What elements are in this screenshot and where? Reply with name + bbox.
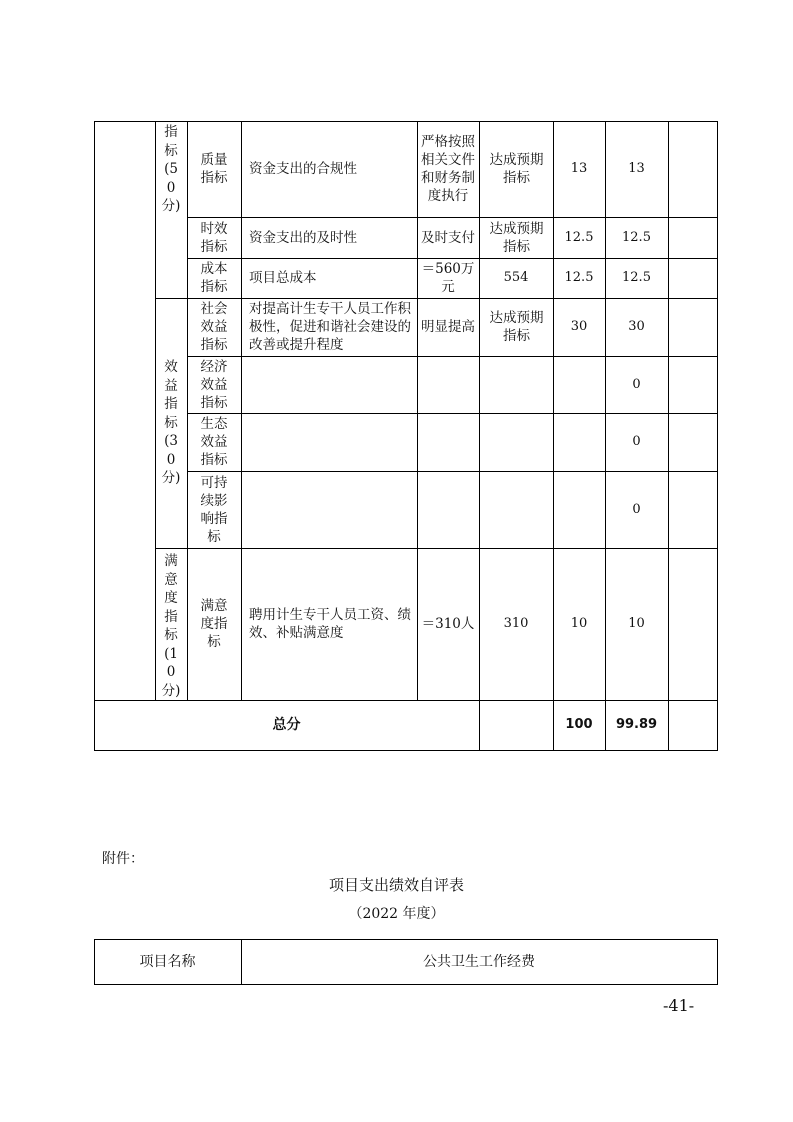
- col-line: [668, 121, 669, 751]
- score-sustainable: 0: [632, 501, 641, 517]
- target-ecological: [420, 413, 476, 471]
- weight-sustainable: [553, 471, 605, 548]
- project-name-label: 项目名称: [139, 953, 196, 970]
- target-sustainable: [420, 471, 476, 548]
- actual-timeliness: 达成预期指标: [489, 220, 544, 255]
- subcategory-satisfaction: 满意度指标: [200, 598, 228, 650]
- content-social: 对提高计生专干人员工作积极性，促进和谐社会建设的改善或提升程度: [249, 301, 411, 353]
- target-cost: ＝560万元: [421, 261, 475, 295]
- subcategory-social: 社会效益指标: [200, 301, 228, 353]
- category-benefit: 效益指标(30分): [161, 359, 181, 486]
- col-line: [717, 939, 718, 985]
- score-quality: 13: [628, 161, 645, 176]
- score-cost: 12.5: [622, 270, 651, 285]
- attachment-label: 附件：: [102, 851, 144, 867]
- actual-sustainable: [484, 471, 549, 548]
- total-weight: 100: [565, 717, 593, 732]
- col-line: [187, 121, 188, 700]
- table-border-right: [717, 121, 718, 751]
- project-name-value: 公共卫生工作经费: [423, 953, 535, 970]
- category-satisfaction: 满意度指标(10分): [161, 553, 181, 699]
- target-timeliness: 及时支付: [421, 229, 475, 246]
- actual-quality: 达成预期指标: [489, 152, 544, 186]
- target-satisfaction: ＝310人: [421, 616, 475, 632]
- category-output: 指标(50分): [161, 124, 181, 214]
- weight-ecological: [553, 413, 605, 471]
- subcategory-sustainable: 可持续影响指标: [200, 474, 228, 545]
- target-quality: 严格按照相关文件和财务制度执行: [421, 134, 475, 204]
- subcategory-economic: 经济效益指标: [200, 358, 228, 411]
- attachment-title: 项目支出绩效自评表: [328, 876, 464, 894]
- total-label: 总分: [272, 717, 301, 733]
- content-cost: 项目总成本: [249, 270, 317, 286]
- page-number: -41-: [663, 996, 695, 1015]
- weight-timeliness: 12.5: [564, 229, 594, 245]
- content-satisfaction: 聘用计生专干人员工资、绩效、补贴满意度: [249, 607, 411, 641]
- subcategory-timeliness: 时效指标: [200, 220, 228, 255]
- score-ecological: 0: [632, 434, 641, 449]
- subcategory-quality: 质量指标: [200, 152, 228, 186]
- actual-ecological: [484, 413, 549, 471]
- score-social: 30: [628, 319, 645, 334]
- target-social: 明显提高: [421, 319, 475, 335]
- score-satisfaction: 10: [628, 616, 645, 631]
- target-economic: [420, 356, 476, 413]
- attachment-year: （2022 年度）: [348, 906, 445, 922]
- content-timeliness: 资金支出的及时性: [249, 229, 357, 246]
- score-timeliness: 12.5: [622, 229, 651, 245]
- content-quality: 资金支出的合规性: [249, 161, 357, 177]
- content-ecological: [242, 413, 417, 471]
- col-line: [94, 121, 95, 751]
- actual-economic: [484, 356, 549, 413]
- weight-satisfaction: 10: [570, 616, 588, 631]
- actual-satisfaction: 310: [503, 616, 529, 631]
- weight-economic: [553, 356, 605, 413]
- weight-quality: 13: [570, 161, 588, 176]
- table-border-bottom: [94, 750, 717, 751]
- subcategory-ecological: 生态效益指标: [200, 416, 228, 468]
- actual-cost: 554: [503, 270, 529, 285]
- weight-social: 30: [570, 319, 588, 334]
- total-score: 99.89: [615, 717, 658, 732]
- table-border-bottom: [94, 984, 717, 985]
- content-economic: [242, 356, 417, 413]
- col-line: [155, 121, 156, 700]
- col-line: [417, 121, 418, 700]
- weight-cost: 12.5: [564, 270, 594, 285]
- score-economic: 0: [632, 376, 641, 392]
- actual-social: 达成预期指标: [489, 310, 544, 344]
- content-sustainable: [242, 471, 417, 548]
- subcategory-cost: 成本指标: [200, 261, 228, 295]
